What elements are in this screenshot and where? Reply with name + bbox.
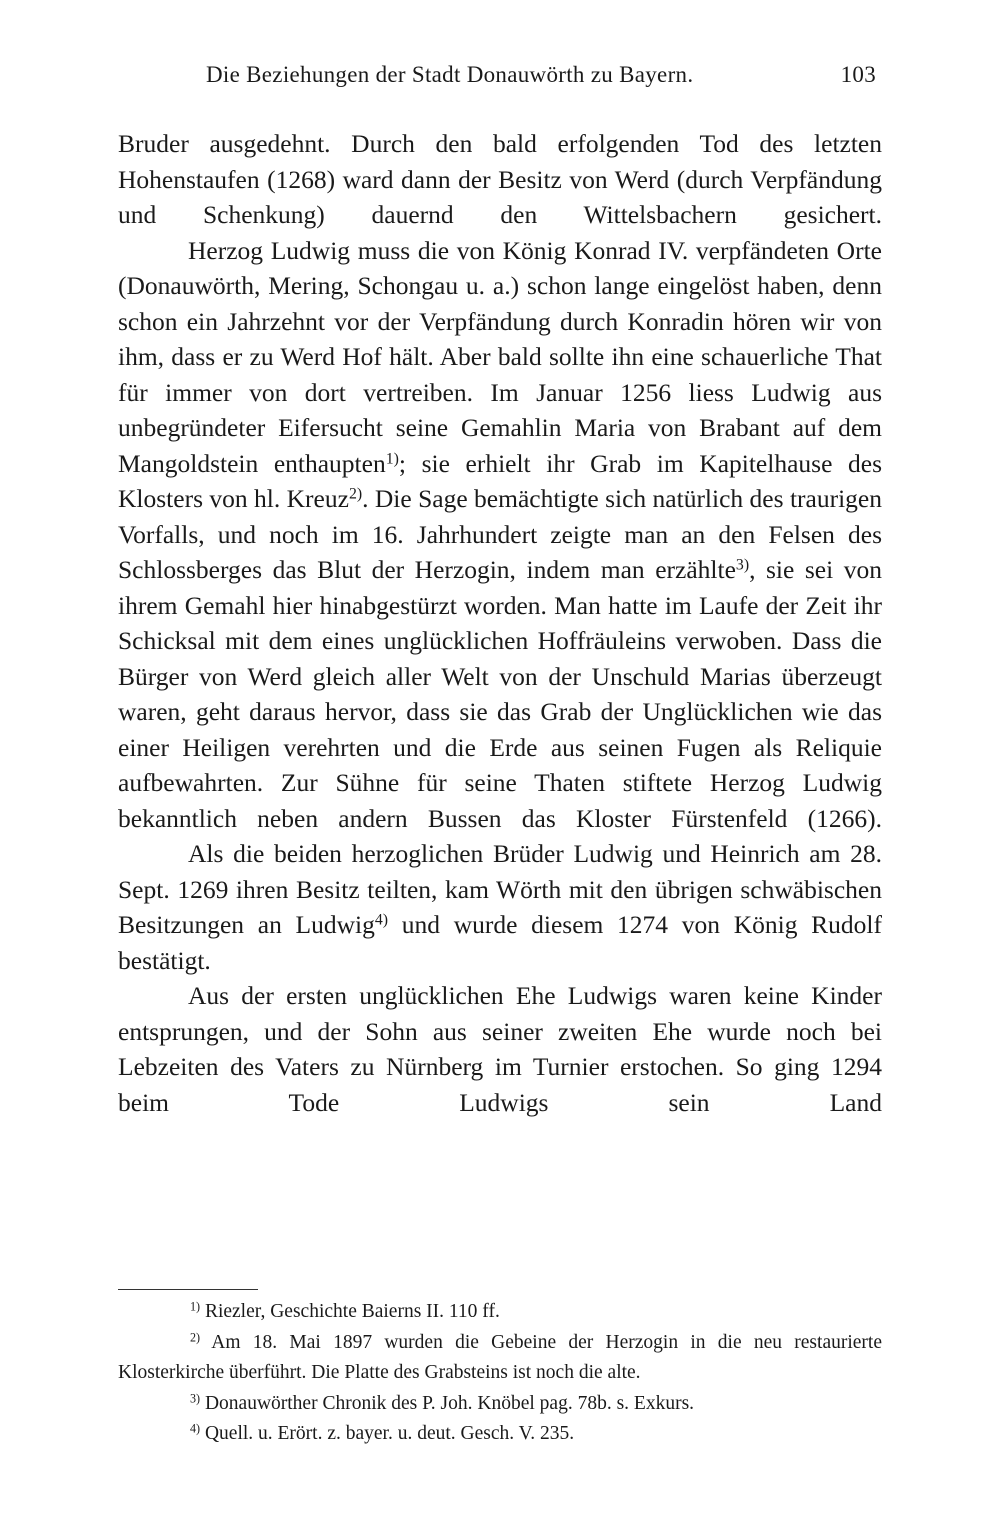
footnote-ref-2: 2)	[348, 485, 363, 503]
running-head	[118, 62, 888, 94]
footnote-ref-4: 4)	[374, 911, 389, 929]
footnote-1: $^{1)}$ Riezler, Geschichte Baierns II. 110 ff.	[190, 1299, 500, 1322]
page-number: 103	[840, 62, 876, 87]
running-head-title: Die Beziehungen der Stadt Donauwörth zu Bayern.	[206, 62, 694, 87]
footnotes	[118, 1297, 882, 1450]
paragraph-1: Bruder ausgedehnt. Durch den bald erfolgenden Tod des letzten Hohenstaufen (1268) ward dann der Besitz von Werd (durch Verpfändung und Schenkung) dauernd den Wittelsbachern gesichert.	[118, 129, 882, 229]
footnote-4: $^{4)}$ Quell. u. Erört. z. bayer. u. deut. Gesch. V. 235.	[190, 1421, 575, 1444]
footnote-ref-1: 1)	[385, 449, 399, 467]
paragraph-3: Als die beiden herzoglichen Brüder Ludwig und Heinrich am 28. Sept. 1269 ihren Besitz teilten, kam Wörth mit den übrigen schwäbischen Besitzungen an Ludwig$^{4)}$ und wurde diesem 1274 von König Rudolf bestätigt.	[118, 839, 882, 975]
paragraph-4: Aus der ersten unglücklichen Ehe Ludwigs waren keine Kinder entsprungen, und der Sohn aus seiner zweiten Ehe wurde noch bei Lebzeiten des Vaters zu Nürnberg im Turnier erstochen. So ging 1294 beim Tode Ludwigs sein Land	[118, 981, 882, 1117]
footnote-2: $^{2)}$ Am 18. Mai 1897 wurden die Gebeine der Herzogin in die neu restaurierte Klosterkirche überführt. Die Platte des Grabsteins ist noch die alte.	[118, 1329, 882, 1383]
body-text	[118, 126, 882, 1120]
footnote-separator	[118, 1289, 258, 1290]
paragraph-2: Herzog Ludwig muss die von König Konrad IV. verpfändeten Orte (Donauwörth, Mering, Schongau u. a.) schon lange eingelöst haben, denn schon ein Jahrzehnt vor der Verpfändung durch Konradin hören wir von ihm, dass er zu Werd Hof hält. Aber bald sollte ihn eine schauerliche That für immer von dort vertreiben. Im Januar 1256 liess Ludwig aus unbegründeter Eifersucht seine Gemahlin Maria von Brabant auf dem Mangoldstein enthaupten$^{1)}$; sie erhielt ihr Grab im Kapitelhause des Klosters von hl. Kreuz$^{2)}$. Die Sage bemächtigte sich natürlich des traurigen Vorfalls, und noch im 16. Jahrhundert zeigte man an den Felsen des Schlossberges das Blut der Herzogin, indem man erzählte$^{3)}$, sie sei von ihrem Gemahl hier hinabgestürzt worden. Man hatte im Laufe der Zeit ihr Schicksal mit dem eines unglücklichen Hoffräuleins verwoben. Dass die Bürger von Werd gleich aller Welt von der Unschuld Marias überzeugt waren, geht daraus hervor, dass sie das Grab der Unglücklichen wie das einer Heiligen verehrten und die Erde aus seinen Fugen als Reliquie aufbewahrten. Zur Sühne für seine Thaten stiftete Herzog Ludwig bekanntlich neben andern Bussen das Kloster Fürstenfeld (1266).	[118, 235, 882, 833]
footnote-ref-3: 3)	[735, 556, 750, 574]
footnote-3: $^{3)}$ Donauwörther Chronik des P. Joh. Knöbel pag. 78b. s. Exkurs.	[190, 1390, 695, 1414]
